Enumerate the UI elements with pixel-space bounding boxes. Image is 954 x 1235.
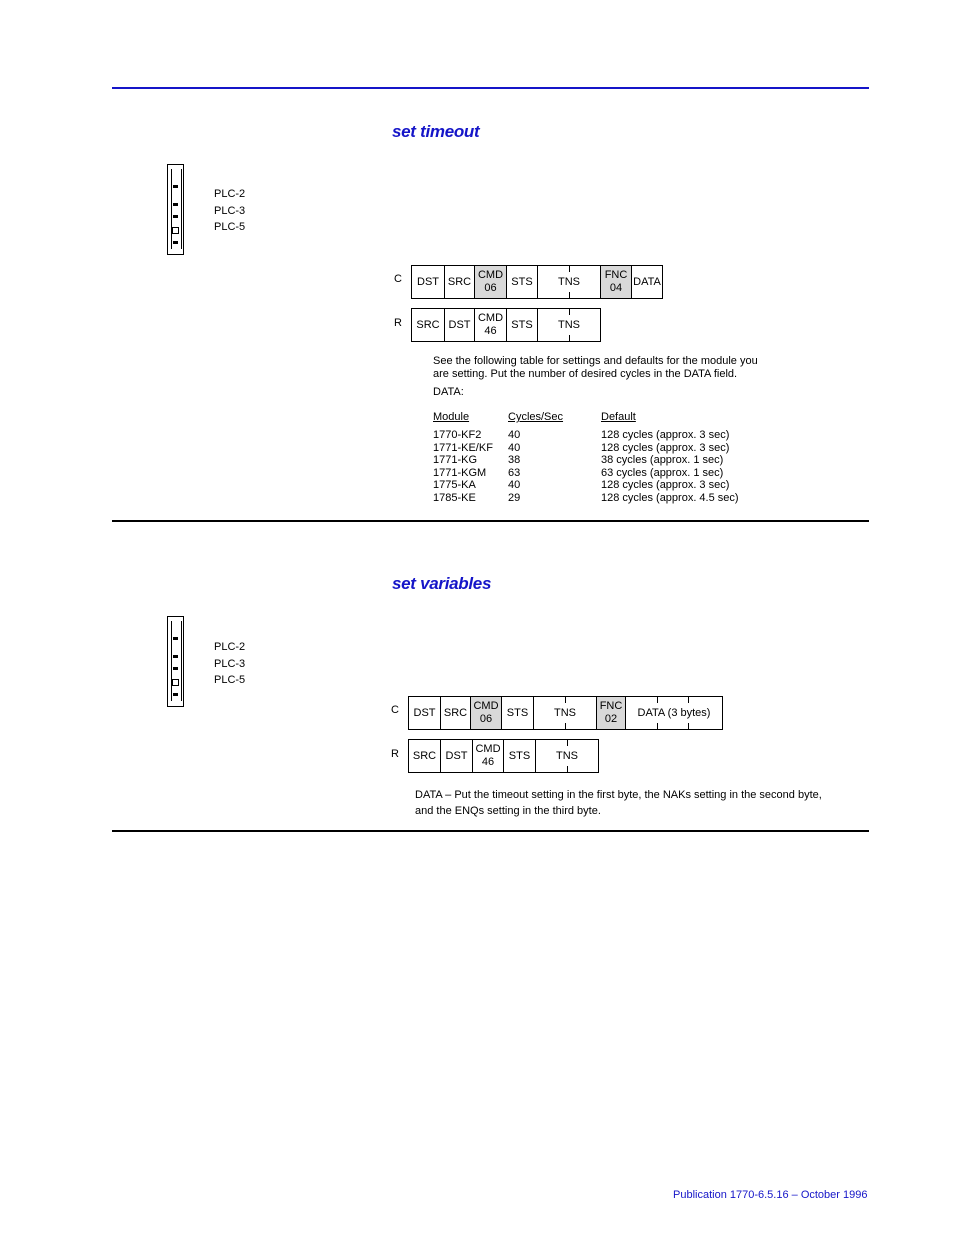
frame-field-cmd: CMD 46 [475,309,507,341]
section-title-set-variables: set variables [392,574,492,593]
section-description: See the following table for settings and defaults for the module you are setting. Put the number of desired cycles in the DATA field. [433,355,758,380]
plc-item: PLC-5 [214,221,246,233]
table-header-module: Module [433,411,470,423]
module-icon [167,164,184,255]
table-cell: 63 cycles (approx. 1 sec) [601,466,724,479]
frame-field-tns: TNS [536,740,598,772]
table-cell: 128 cycles (approx. 4.5 sec) [601,491,739,504]
table-cell: 1771-KE/KF [433,441,493,454]
table-header-cycles: Cycles/Sec [508,411,564,423]
command-label: C [394,273,402,285]
table-cell: 1771-KGM [433,466,487,479]
plc-item: PLC-3 [214,657,246,670]
table-cell: 1785-KE [433,491,476,504]
frame-field-dst: DST [409,697,441,729]
frame-field-sts: STS [504,740,536,772]
frame-field-sts: STS [502,697,534,729]
command-frame [408,696,723,730]
frame-field-tns: TNS [538,266,601,298]
reply-label: R [391,748,399,760]
frame-field-src: SRC [445,266,475,298]
table-cell: 128 cycles (approx. 3 sec) [601,479,730,491]
table-cell: 1775-KA [433,479,476,491]
frame-field-fnc: FNC 02 [597,697,626,729]
command-frame [411,265,663,299]
plc-list [214,639,245,689]
section-title-set-timeout: set timeout [392,122,480,141]
table-cell: 40 [508,479,521,491]
section-divider [112,520,869,522]
frame-field-cmd: CMD 06 [475,266,507,298]
table-cell: 1770-KF2 [433,429,482,441]
table-cell: 128 cycles (approx. 3 sec) [601,441,730,454]
table-cell: 128 cycles (approx. 3 sec) [601,429,730,441]
plc-list [214,186,245,236]
frame-field-fnc: FNC 04 [601,266,632,298]
publication-footer: Publication 1770-6.5.16 – October 1996 [673,1189,868,1201]
table-cell: 40 [508,429,521,441]
frame-field-tns: TNS [538,309,600,341]
table-cell: 40 [508,441,521,454]
frame-field-tns: TNS [534,697,597,729]
section-divider [112,830,869,832]
table-header-default: Default [601,411,636,423]
frame-field-dst: DST [445,309,475,341]
frame-field-src: SRC [409,740,441,772]
section-description: DATA – Put the timeout setting in the first byte, the NAKs setting in the second byte, and the ENQs setting in the third byte. [415,789,822,817]
table-cell: 38 cycles (approx. 1 sec) [601,454,724,466]
table-cell: 38 [508,454,521,466]
frame-field-src: SRC [441,697,471,729]
reply-frame [408,739,599,773]
frame-field-dst: DST [412,266,445,298]
frame-field-cmd: CMD 46 [473,740,504,772]
module-icon [167,616,184,707]
frame-field-data: DATA [633,275,661,288]
table-cell: 63 [508,466,521,479]
reply-frame [411,308,601,342]
top-rule [112,87,869,89]
plc-item: PLC-2 [214,641,246,653]
reply-label: R [394,317,402,329]
frame-field-sts: STS [507,266,538,298]
table-cell: 29 [508,491,521,504]
plc-item: PLC-3 [214,204,246,217]
frame-field-src: SRC [412,309,445,341]
frame-field-cmd: CMD 06 [471,697,502,729]
data-label: DATA: [433,386,464,398]
plc-item: PLC-2 [214,188,246,200]
frame-field-sts: STS [507,309,538,341]
command-label: C [391,704,399,716]
plc-item: PLC-5 [214,674,246,686]
table-cell: 1771-KG [433,454,478,466]
frame-field-dst: DST [441,740,473,772]
frame-field-data: DATA (3 bytes) [626,697,722,729]
